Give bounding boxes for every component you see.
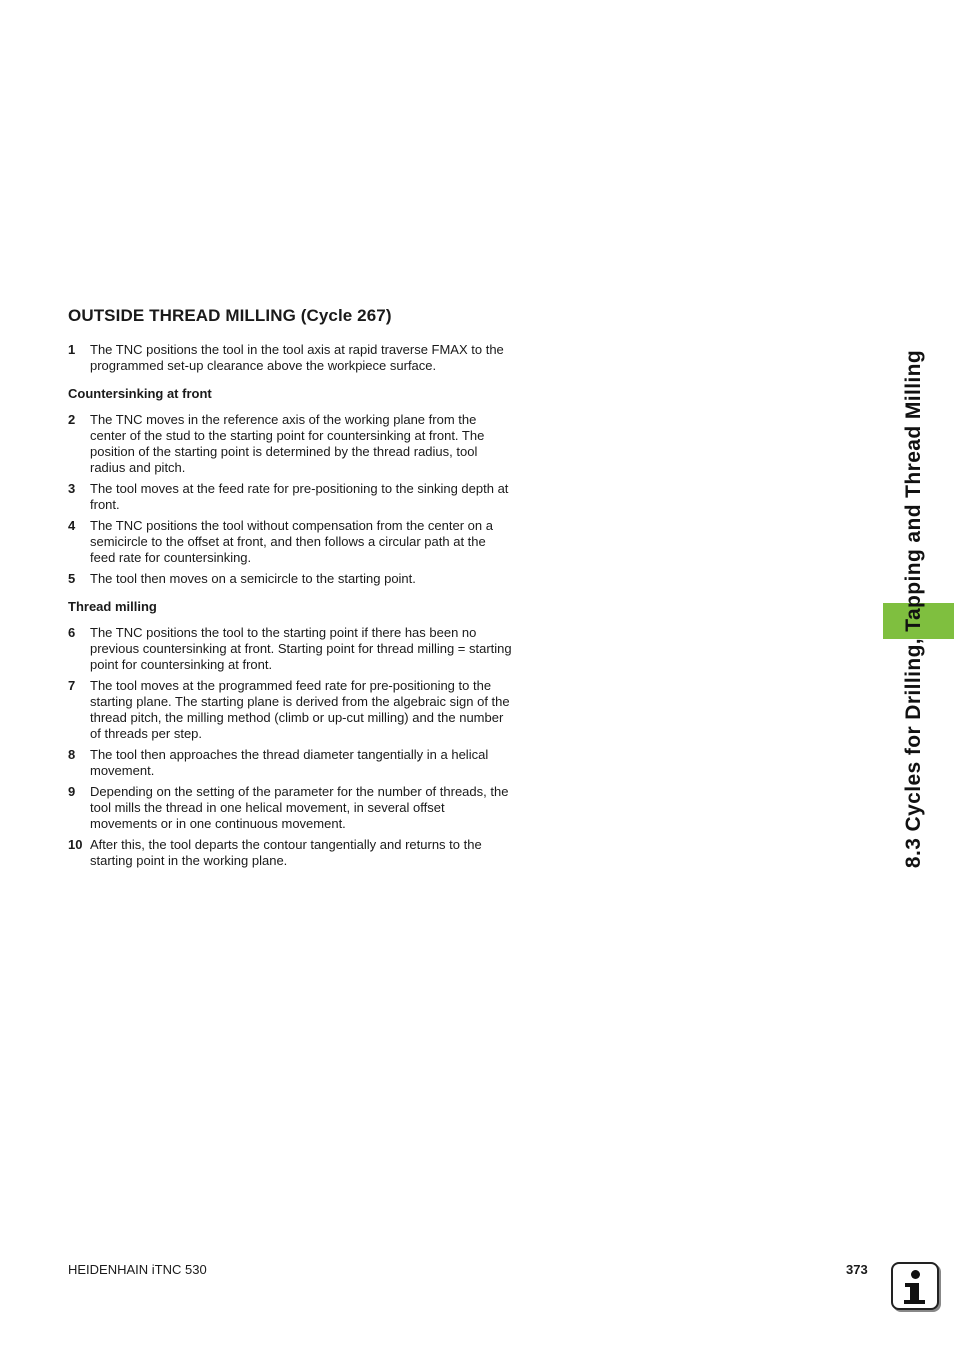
- step-number: 1: [68, 342, 76, 357]
- step-text: The TNC positions the tool without compensation from the center on a semicircle to the offset at front, and then follows a circular path at the feed rate for countersinking.: [90, 518, 493, 565]
- footer-product: HEIDENHAIN iTNC 530: [68, 1262, 207, 1277]
- list-item: [68, 571, 514, 587]
- step-text: The TNC positions the tool to the starting point if there has been no previous countersinking at front. Starting point for thread milling = starting point for countersinking at front.: [90, 625, 512, 672]
- step-number: 5: [68, 571, 76, 586]
- section-title: OUTSIDE THREAD MILLING (Cycle 267): [68, 306, 392, 325]
- list-item: [68, 518, 514, 566]
- step-text: The TNC positions the tool in the tool axis at rapid traverse FMAX to the programmed set-up clearance above the workpiece surface.: [90, 342, 504, 373]
- page-number: 373: [846, 1262, 868, 1277]
- list-item: [68, 481, 514, 513]
- step-text: The tool moves at the programmed feed rate for pre-positioning to the starting plane. The starting plane is derived from the algebraic sign of the thread pitch, the milling method (climb or up-cut milling) and the number of threads per step.: [90, 678, 510, 741]
- step-number: 8: [68, 747, 76, 762]
- subheading-thread-milling: Thread milling: [68, 599, 157, 614]
- thread-milling-steps: [68, 625, 514, 869]
- main-content: [68, 306, 514, 874]
- list-item: [68, 625, 514, 673]
- step-number: 10: [68, 837, 83, 852]
- step-text: The tool moves at the feed rate for pre-positioning to the sinking depth at front.: [90, 481, 509, 512]
- list-item: [68, 342, 514, 374]
- step-text: The tool then approaches the thread diameter tangentially in a helical movement.: [90, 747, 489, 778]
- step-number: 3: [68, 481, 76, 496]
- step-number: 4: [68, 518, 76, 533]
- step-text: The TNC moves in the reference axis of the working plane from the center of the stud to the starting point for countersinking at front. The position of the starting point is determined by the thread radius, tool radius and pitch.: [90, 412, 485, 475]
- info-icon-dot: [911, 1270, 920, 1279]
- step-text: The tool then moves on a semicircle to the starting point.: [90, 571, 416, 586]
- chapter-title: 8.3 Cycles for Drilling, Tapping and Thread Milling: [902, 349, 925, 869]
- step-number: 9: [68, 784, 76, 799]
- subheading-countersinking: Countersinking at front: [68, 386, 212, 401]
- list-item: [68, 747, 514, 779]
- list-item: [68, 678, 514, 742]
- list-item: [68, 784, 514, 832]
- list-item: [68, 837, 514, 869]
- info-icon: [891, 1262, 939, 1310]
- list-item: [68, 412, 514, 476]
- step-text: After this, the tool departs the contour tangentially and returns to the starting point in the working plane.: [90, 837, 482, 868]
- countersinking-steps: [68, 412, 514, 587]
- step-number: 2: [68, 412, 76, 427]
- info-icon-base: [904, 1300, 925, 1304]
- chapter-title-container: [892, 306, 936, 912]
- intro-steps: [68, 342, 514, 374]
- step-text: Depending on the setting of the parameter for the number of threads, the tool mills the thread in one helical movement, in several offset movements or in one continuous movement.: [90, 784, 509, 831]
- step-number: 6: [68, 625, 76, 640]
- step-number: 7: [68, 678, 76, 693]
